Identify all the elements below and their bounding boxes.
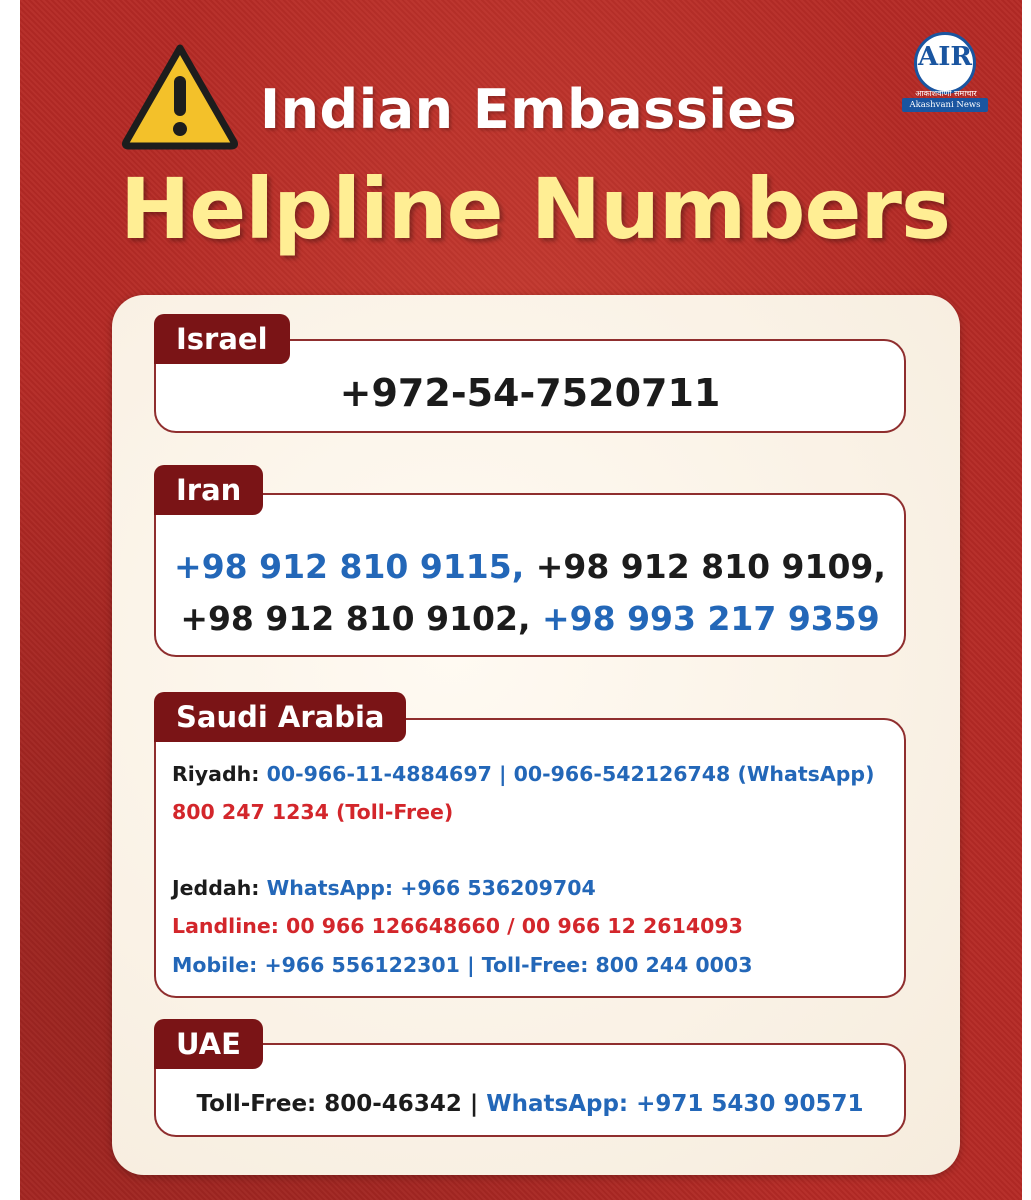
iran-line-1 — [156, 547, 904, 586]
iran-label: Iran — [154, 465, 263, 515]
iran-card — [154, 493, 906, 657]
uae-card — [154, 1043, 906, 1137]
riyadh-line — [172, 762, 874, 786]
jeddah-line — [172, 876, 596, 900]
iran-number-1: +98 912 810 9115, — [174, 547, 525, 586]
riyadh-tollfree: 800 247 1234 (Toll-Free) — [172, 800, 454, 824]
jeddah-label: Jeddah: — [172, 876, 260, 900]
riyadh-label: Riyadh: — [172, 762, 260, 786]
logo-english-text: Akashvani News — [909, 100, 981, 110]
saudi-card — [154, 718, 906, 998]
riyadh-numbers: 00-966-11-4884697 | 00-966-542126748 (WhatsApp) — [259, 762, 875, 786]
iran-number-3: +98 912 810 9102, — [180, 599, 531, 638]
title-line-1: Indian Embassies — [260, 78, 798, 141]
iran-line-2 — [156, 599, 904, 638]
akashvani-logo — [900, 32, 992, 116]
israel-label: Israel — [154, 314, 290, 364]
uae-line — [156, 1091, 904, 1117]
iran-number-4: +98 993 217 9359 — [530, 599, 880, 638]
logo-mark: AIR — [918, 42, 972, 72]
saudi-label: Saudi Arabia — [154, 692, 406, 742]
israel-number: +972-54-7520711 — [339, 371, 721, 415]
title-line-2: Helpline Numbers — [120, 160, 950, 258]
logo-hindi-text: आकाशवाणी समाचार — [915, 89, 977, 98]
iran-number-2: +98 912 810 9109, — [524, 547, 886, 586]
warning-triangle-icon — [120, 42, 240, 152]
uae-label: UAE — [154, 1019, 263, 1069]
helpline-panel — [112, 295, 960, 1175]
poster-background — [20, 0, 1022, 1200]
uae-whatsapp: WhatsApp: +971 5430 90571 — [486, 1091, 864, 1117]
jeddah-landline: Landline: 00 966 126648660 / 00 966 12 2614093 — [172, 914, 743, 938]
uae-tollfree: Toll-Free: 800-46342 | — [196, 1091, 487, 1117]
jeddah-mobile: Mobile: +966 556122301 | Toll-Free: 800 244 0003 — [172, 953, 753, 977]
jeddah-whatsapp: WhatsApp: +966 536209704 — [259, 876, 596, 900]
